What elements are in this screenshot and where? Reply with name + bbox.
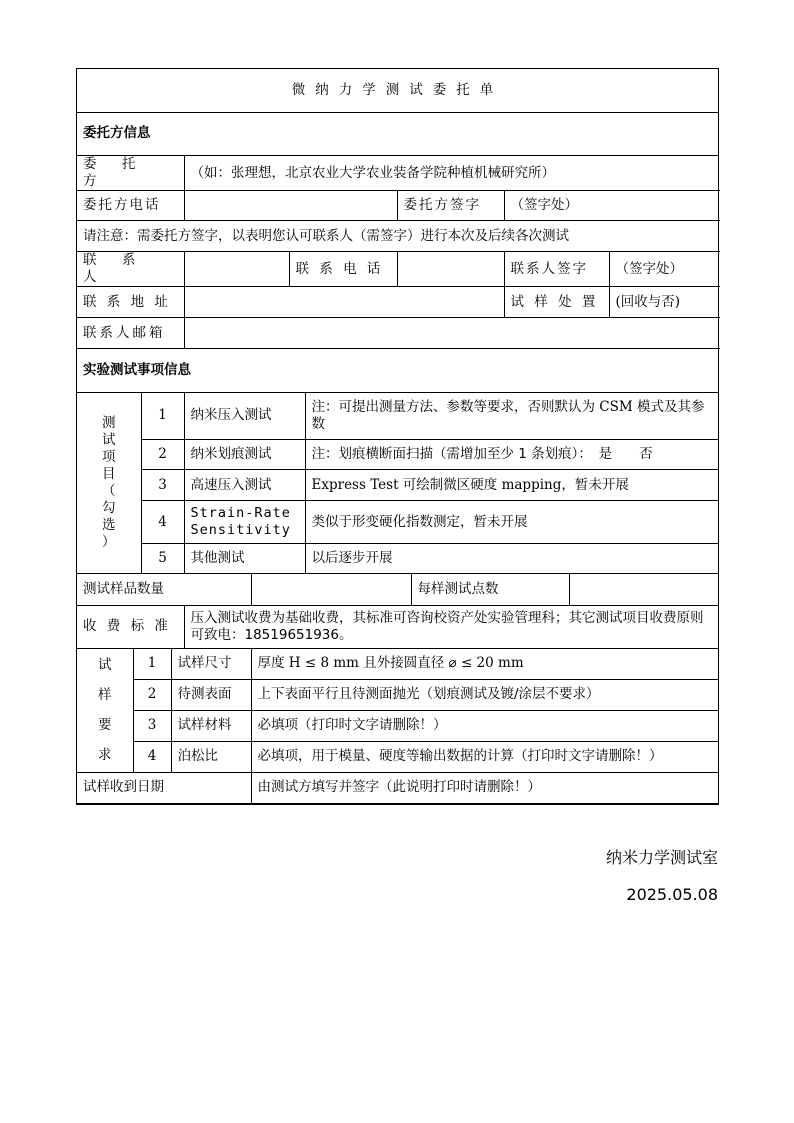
form-title-table (77, 69, 718, 113)
address-field[interactable] (184, 287, 504, 318)
commission-form (76, 68, 719, 805)
test-item-number: 1 (141, 393, 184, 440)
requirements-table (77, 649, 718, 773)
lab-name: 纳米力学测试室 (605, 848, 718, 867)
received-date-table (77, 773, 718, 805)
requirement-name: 试样尺寸 (171, 649, 251, 679)
requirement-name: 试样材料 (171, 710, 251, 741)
points-per-sample-field[interactable] (569, 574, 718, 605)
test-item-note[interactable]: 注：划痕横断面扫描（需增加至少 1 条划痕）： 是 否 (305, 440, 718, 470)
client-sign-field[interactable]: （签字处） (504, 191, 720, 221)
disposal-label: 试 样 处 置 (504, 287, 609, 318)
requirement-number: 4 (133, 741, 171, 772)
form-date: 2025.05.08 (626, 885, 718, 904)
client-section-header-table (77, 113, 718, 157)
fee-label: 收 费 标 准 (77, 606, 184, 649)
received-date-field[interactable]: 由测试方填写并签字（此说明打印时请删除！） (251, 773, 718, 804)
client-name-field[interactable]: （如：张理想，北京农业大学农业装备学院种植机械研究所） (184, 156, 720, 191)
client-phone-field[interactable] (184, 191, 397, 221)
test-item-checkbox-high-speed[interactable]: 高速压入测试 (184, 470, 305, 501)
contact-phone-label: 联 系 电 话 (289, 252, 397, 287)
email-label: 联系人邮箱 (77, 318, 184, 349)
test-item-note: 类似于形变硬化指数测定，暂未开展 (305, 501, 718, 544)
requirements-group-label: 试 样 要 求 (77, 649, 133, 772)
test-item-checkbox-other[interactable]: 其他测试 (184, 544, 305, 574)
section-client-info: 委托方信息 (77, 113, 718, 156)
test-items-table (77, 393, 718, 575)
requirement-number: 1 (133, 649, 171, 679)
received-date-label: 试样收到日期 (77, 773, 251, 804)
surface-requirement: 上下表面平行且待测面抛光（划痕测试及镀/涂层不要求） (251, 679, 718, 710)
section-test-info: 实验测试事项信息 (77, 349, 718, 392)
requirement-number: 3 (133, 710, 171, 741)
address-label: 联 系 地 址 (77, 287, 184, 318)
client-sign-label: 委托方签字 (397, 191, 504, 221)
disposal-field[interactable]: (回收与否) (609, 287, 720, 318)
points-per-sample-label: 每样测试点数 (411, 574, 569, 605)
test-item-checkbox-nanoscratch[interactable]: 纳米划痕测试 (184, 440, 305, 470)
test-item-number: 3 (141, 470, 184, 501)
fee-table (77, 606, 718, 650)
test-item-checkbox-strain-rate[interactable]: Strain-Rate Sensitivity (184, 501, 305, 544)
poisson-ratio-field[interactable]: 必填项，用于模量、硬度等输出数据的计算（打印时文字请删除！） (251, 741, 718, 772)
sample-count-field[interactable] (251, 574, 411, 605)
client-phone-label: 委托方电话 (77, 191, 184, 221)
sample-material-field[interactable]: 必填项（打印时文字请删除！） (251, 710, 718, 741)
requirement-name: 泊松比 (171, 741, 251, 772)
sample-count-label: 测试样品数量 (77, 574, 251, 605)
test-items-group-label: 测 试 项 目 （ 勾 选 ） (77, 393, 141, 574)
contact-label: 联 系 人 (77, 252, 184, 287)
test-item-checkbox-nanoindentation[interactable]: 纳米压入测试 (184, 393, 305, 440)
contact-sign-field[interactable]: （签字处） (609, 252, 720, 287)
test-section-header-table (77, 349, 718, 393)
requirement-name: 待测表面 (171, 679, 251, 710)
test-item-number: 5 (141, 544, 184, 574)
form-title: 微纳力学测试委托单 (77, 69, 718, 112)
test-item-number: 4 (141, 501, 184, 544)
client-name-label: 委 托 方 (77, 156, 184, 191)
contact-field[interactable] (184, 252, 289, 287)
signature-notice: 请注意：需委托方签字，以表明您认可联系人（需签字）进行本次及后续各次测试 (77, 221, 720, 252)
contact-phone-field[interactable] (397, 252, 504, 287)
email-field[interactable] (184, 318, 720, 349)
test-item-note: 注：可提出测量方法、参数等要求，否则默认为 CSM 模式及其参数 (305, 393, 718, 440)
fee-text: 压入测试收费为基础收费，其标准可咨询校资产处实验管理科；其它测试项目收费原则可致电：18519651936。 (184, 606, 718, 649)
client-info-table (77, 156, 720, 349)
test-item-note: Express Test 可绘制微区硬度 mapping，暂未开展 (305, 470, 718, 501)
requirement-number: 2 (133, 679, 171, 710)
test-item-number: 2 (141, 440, 184, 470)
sample-count-table (77, 574, 718, 606)
sample-size-requirement: 厚度 H ≤ 8 mm 且外接圆直径 ⌀ ≤ 20 mm (251, 649, 718, 679)
contact-sign-label: 联系人签字 (504, 252, 609, 287)
test-item-note: 以后逐步开展 (305, 544, 718, 574)
